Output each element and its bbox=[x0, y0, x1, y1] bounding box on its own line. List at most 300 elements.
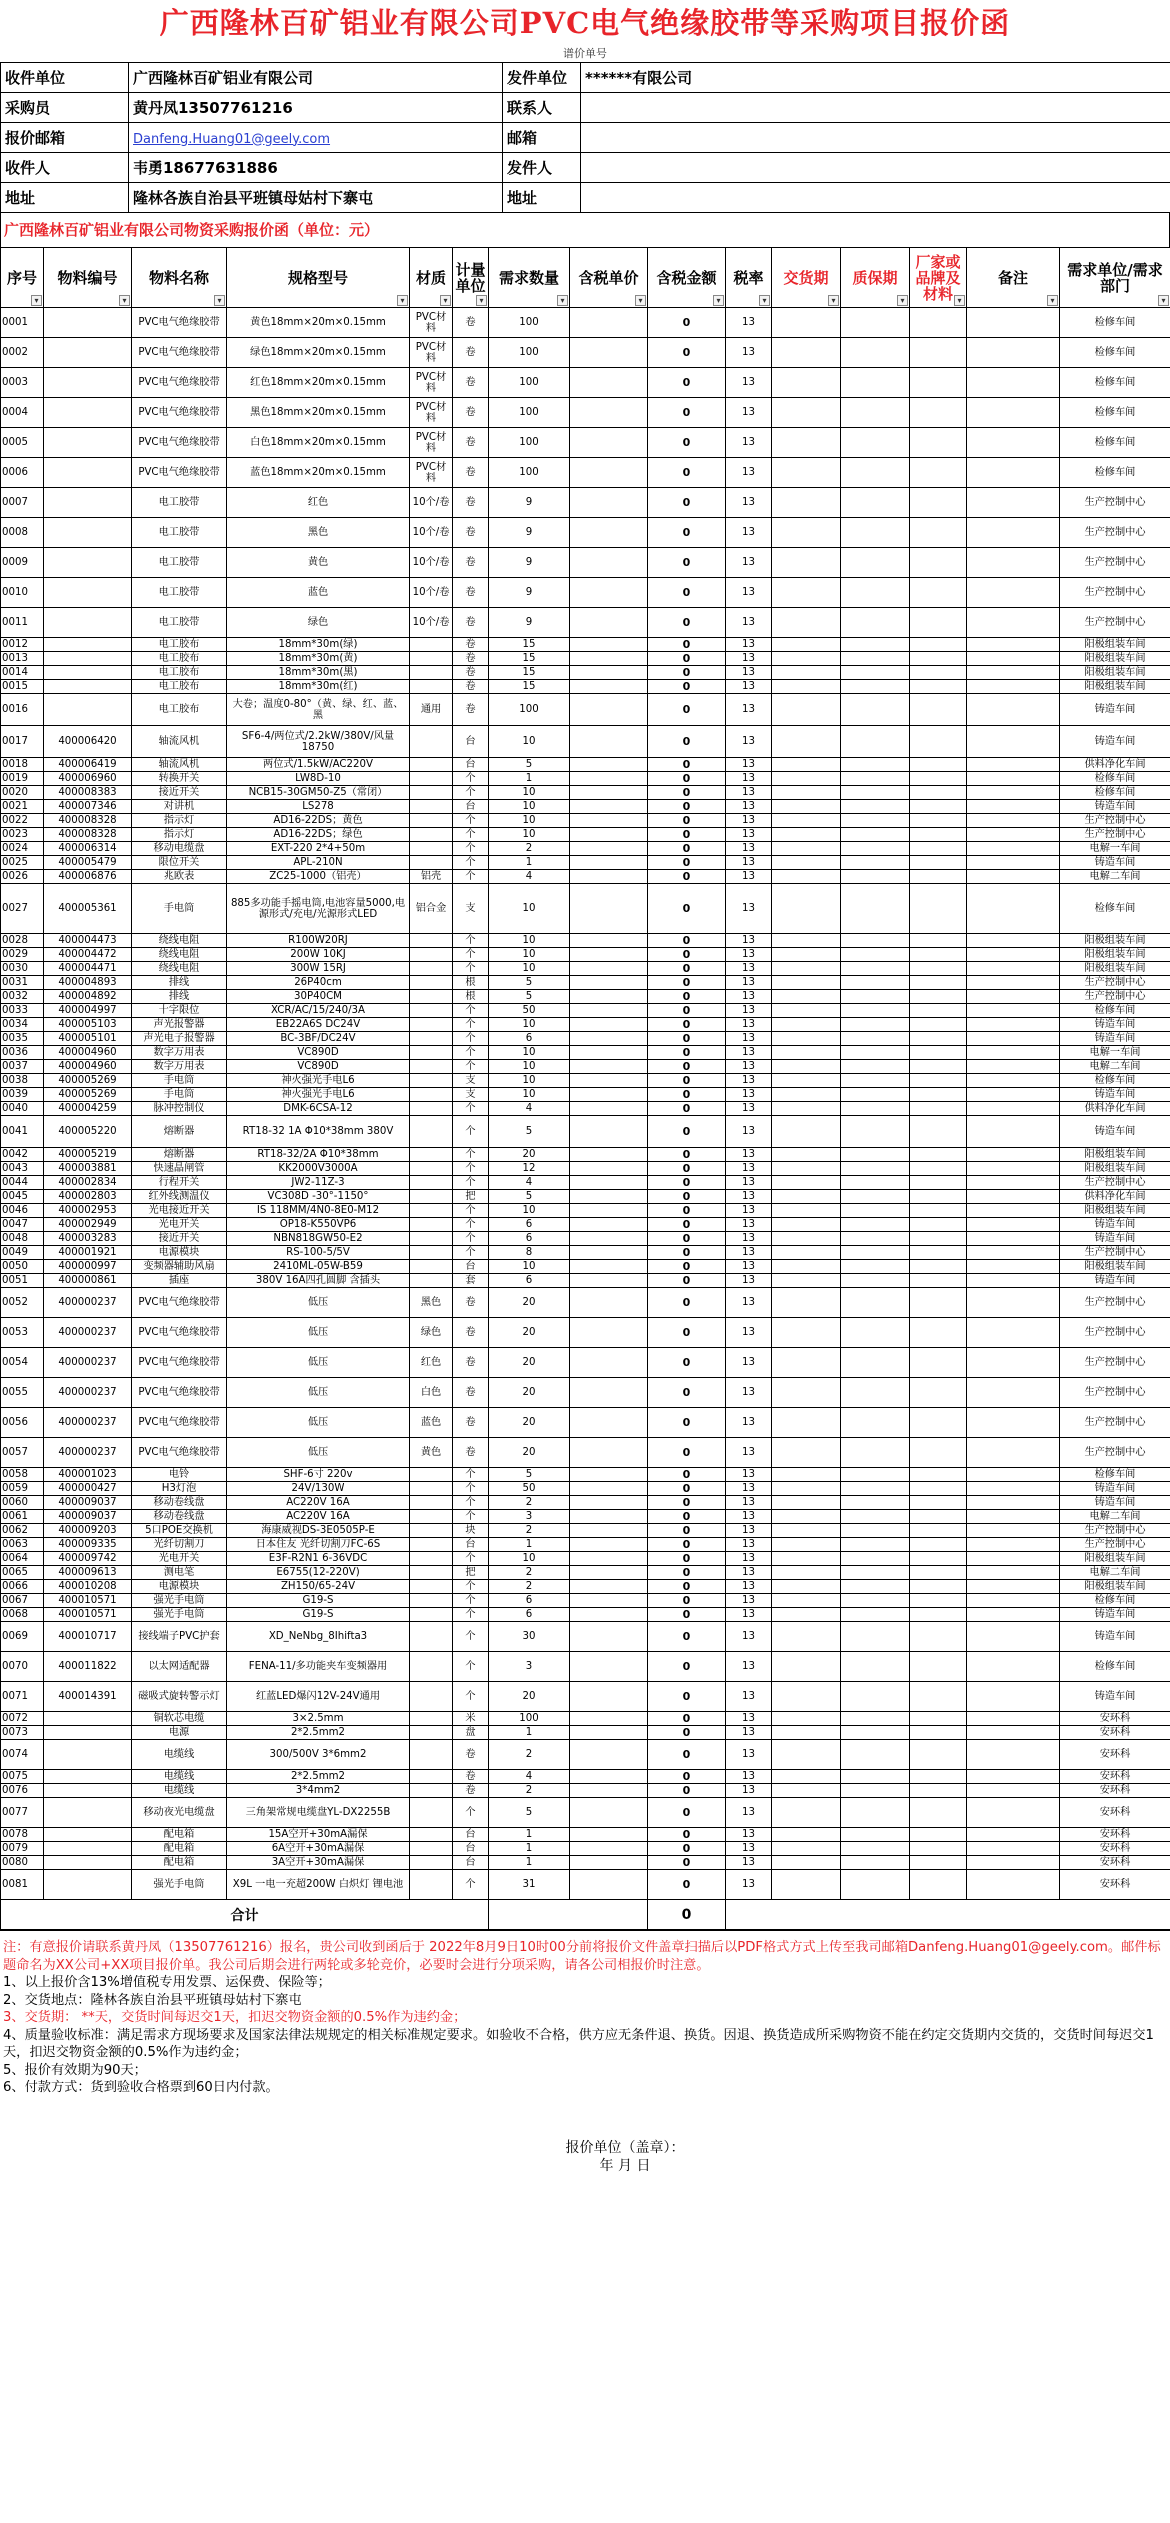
table-cell[interactable] bbox=[841, 308, 910, 338]
table-cell[interactable] bbox=[772, 548, 841, 578]
filter-dropdown-icon[interactable]: ▾ bbox=[828, 295, 839, 306]
column-header[interactable]: 材质 ▾ bbox=[410, 248, 453, 308]
table-cell[interactable] bbox=[967, 1726, 1060, 1740]
table-cell[interactable] bbox=[772, 1288, 841, 1318]
table-cell[interactable] bbox=[772, 1524, 841, 1538]
table-cell[interactable] bbox=[910, 1018, 967, 1032]
column-header[interactable]: 物料名称 ▾ bbox=[132, 248, 227, 308]
table-cell[interactable] bbox=[772, 1046, 841, 1060]
table-cell[interactable] bbox=[841, 962, 910, 976]
table-cell[interactable] bbox=[967, 428, 1060, 458]
table-cell[interactable] bbox=[570, 1148, 648, 1162]
table-cell[interactable] bbox=[967, 638, 1060, 652]
table-cell[interactable] bbox=[570, 1580, 648, 1594]
table-cell[interactable] bbox=[570, 1770, 648, 1784]
table-cell[interactable] bbox=[910, 1468, 967, 1482]
table-cell[interactable] bbox=[910, 1438, 967, 1468]
table-cell[interactable] bbox=[967, 990, 1060, 1004]
table-cell[interactable] bbox=[570, 990, 648, 1004]
table-cell[interactable] bbox=[772, 398, 841, 428]
table-cell[interactable] bbox=[967, 1348, 1060, 1378]
table-cell[interactable] bbox=[910, 1798, 967, 1828]
table-cell[interactable] bbox=[910, 1260, 967, 1274]
table-cell[interactable] bbox=[570, 758, 648, 772]
table-cell[interactable] bbox=[570, 1740, 648, 1770]
table-cell[interactable] bbox=[910, 398, 967, 428]
table-cell[interactable] bbox=[910, 368, 967, 398]
table-cell[interactable] bbox=[570, 1318, 648, 1348]
table-cell[interactable] bbox=[841, 1712, 910, 1726]
table-cell[interactable] bbox=[841, 1652, 910, 1682]
filter-dropdown-icon[interactable]: ▾ bbox=[119, 295, 130, 306]
table-cell[interactable] bbox=[570, 1074, 648, 1088]
table-cell[interactable] bbox=[967, 1148, 1060, 1162]
table-cell[interactable] bbox=[967, 1408, 1060, 1438]
table-cell[interactable] bbox=[967, 652, 1060, 666]
mail-value[interactable] bbox=[581, 123, 1170, 153]
filter-dropdown-icon[interactable]: ▾ bbox=[476, 295, 487, 306]
table-cell[interactable] bbox=[967, 1784, 1060, 1798]
table-cell[interactable] bbox=[570, 666, 648, 680]
table-cell[interactable] bbox=[772, 338, 841, 368]
filter-dropdown-icon[interactable]: ▾ bbox=[397, 295, 408, 306]
table-cell[interactable] bbox=[772, 488, 841, 518]
table-cell[interactable] bbox=[570, 828, 648, 842]
table-cell[interactable] bbox=[772, 652, 841, 666]
column-header[interactable]: 需求单位/需求部门 ▾ bbox=[1060, 248, 1170, 308]
table-cell[interactable] bbox=[841, 976, 910, 990]
column-header[interactable]: 物料编号 ▾ bbox=[44, 248, 132, 308]
filter-dropdown-icon[interactable]: ▾ bbox=[31, 295, 42, 306]
table-cell[interactable] bbox=[570, 814, 648, 828]
buyer-value[interactable]: 黄丹凤13507761216 bbox=[129, 93, 503, 123]
table-cell[interactable] bbox=[772, 666, 841, 680]
table-cell[interactable] bbox=[841, 1088, 910, 1102]
table-cell[interactable] bbox=[967, 1594, 1060, 1608]
table-cell[interactable] bbox=[910, 1088, 967, 1102]
table-cell[interactable] bbox=[910, 1608, 967, 1622]
table-cell[interactable] bbox=[841, 800, 910, 814]
receiver-value[interactable]: 广西隆林百矿铝业有限公司 bbox=[129, 63, 503, 93]
table-cell[interactable] bbox=[772, 1682, 841, 1712]
table-cell[interactable] bbox=[910, 1726, 967, 1740]
table-cell[interactable] bbox=[570, 1288, 648, 1318]
table-cell[interactable] bbox=[910, 1176, 967, 1190]
table-cell[interactable] bbox=[967, 398, 1060, 428]
column-header[interactable]: 含税单价 ▾ bbox=[570, 248, 648, 308]
table-cell[interactable] bbox=[772, 856, 841, 870]
table-cell[interactable] bbox=[772, 1218, 841, 1232]
filter-dropdown-icon[interactable]: ▾ bbox=[214, 295, 225, 306]
table-cell[interactable] bbox=[967, 308, 1060, 338]
table-cell[interactable] bbox=[841, 758, 910, 772]
table-cell[interactable] bbox=[910, 1496, 967, 1510]
table-cell[interactable] bbox=[570, 1046, 648, 1060]
table-cell[interactable] bbox=[967, 1116, 1060, 1148]
table-cell[interactable] bbox=[570, 1018, 648, 1032]
table-cell[interactable] bbox=[570, 1260, 648, 1274]
table-cell[interactable] bbox=[570, 638, 648, 652]
column-header[interactable]: 厂家或品牌及材料 ▾ bbox=[910, 248, 967, 308]
table-cell[interactable] bbox=[841, 1842, 910, 1856]
table-cell[interactable] bbox=[570, 1204, 648, 1218]
table-cell[interactable] bbox=[967, 948, 1060, 962]
table-cell[interactable] bbox=[967, 1162, 1060, 1176]
table-cell[interactable] bbox=[967, 1088, 1060, 1102]
table-cell[interactable] bbox=[910, 934, 967, 948]
table-cell[interactable] bbox=[570, 368, 648, 398]
table-cell[interactable] bbox=[570, 1102, 648, 1116]
table-cell[interactable] bbox=[772, 1538, 841, 1552]
table-cell[interactable] bbox=[570, 548, 648, 578]
table-cell[interactable] bbox=[570, 1162, 648, 1176]
table-cell[interactable] bbox=[570, 428, 648, 458]
table-cell[interactable] bbox=[772, 1496, 841, 1510]
table-cell[interactable] bbox=[910, 828, 967, 842]
table-cell[interactable] bbox=[772, 694, 841, 726]
table-cell[interactable] bbox=[841, 1798, 910, 1828]
table-cell[interactable] bbox=[841, 1176, 910, 1190]
table-cell[interactable] bbox=[570, 1232, 648, 1246]
table-cell[interactable] bbox=[910, 338, 967, 368]
table-cell[interactable] bbox=[772, 1190, 841, 1204]
table-cell[interactable] bbox=[772, 638, 841, 652]
filter-dropdown-icon[interactable]: ▾ bbox=[954, 295, 965, 306]
table-cell[interactable] bbox=[910, 870, 967, 884]
table-cell[interactable] bbox=[772, 1726, 841, 1740]
table-cell[interactable] bbox=[772, 1438, 841, 1468]
table-cell[interactable] bbox=[967, 1102, 1060, 1116]
table-cell[interactable] bbox=[570, 1378, 648, 1408]
table-cell[interactable] bbox=[910, 786, 967, 800]
table-cell[interactable] bbox=[772, 458, 841, 488]
table-cell[interactable] bbox=[910, 1288, 967, 1318]
table-cell[interactable] bbox=[841, 1468, 910, 1482]
table-cell[interactable] bbox=[967, 884, 1060, 934]
table-cell[interactable] bbox=[570, 1608, 648, 1622]
table-cell[interactable] bbox=[772, 990, 841, 1004]
table-cell[interactable] bbox=[841, 1274, 910, 1288]
table-cell[interactable] bbox=[967, 1190, 1060, 1204]
table-cell[interactable] bbox=[910, 1378, 967, 1408]
table-cell[interactable] bbox=[967, 666, 1060, 680]
table-cell[interactable] bbox=[910, 758, 967, 772]
table-cell[interactable] bbox=[772, 1784, 841, 1798]
table-cell[interactable] bbox=[967, 1510, 1060, 1524]
table-cell[interactable] bbox=[570, 800, 648, 814]
table-cell[interactable] bbox=[967, 772, 1060, 786]
table-cell[interactable] bbox=[570, 308, 648, 338]
table-cell[interactable] bbox=[570, 856, 648, 870]
table-cell[interactable] bbox=[841, 828, 910, 842]
table-cell[interactable] bbox=[841, 1288, 910, 1318]
table-cell[interactable] bbox=[967, 1712, 1060, 1726]
table-cell[interactable] bbox=[772, 1246, 841, 1260]
table-cell[interactable] bbox=[841, 428, 910, 458]
table-cell[interactable] bbox=[570, 1622, 648, 1652]
table-cell[interactable] bbox=[772, 1260, 841, 1274]
table-cell[interactable] bbox=[910, 1524, 967, 1538]
column-header[interactable]: 备注 ▾ bbox=[967, 248, 1060, 308]
table-cell[interactable] bbox=[570, 1828, 648, 1842]
table-cell[interactable] bbox=[772, 680, 841, 694]
table-cell[interactable] bbox=[570, 1004, 648, 1018]
table-cell[interactable] bbox=[841, 934, 910, 948]
table-cell[interactable] bbox=[841, 1740, 910, 1770]
table-cell[interactable] bbox=[570, 652, 648, 666]
table-cell[interactable] bbox=[841, 884, 910, 934]
table-cell[interactable] bbox=[841, 1552, 910, 1566]
table-cell[interactable] bbox=[967, 1004, 1060, 1018]
table-cell[interactable] bbox=[910, 548, 967, 578]
table-cell[interactable] bbox=[841, 1162, 910, 1176]
table-cell[interactable] bbox=[772, 1116, 841, 1148]
contact-value[interactable] bbox=[581, 93, 1170, 123]
table-cell[interactable] bbox=[841, 870, 910, 884]
table-cell[interactable] bbox=[772, 786, 841, 800]
table-cell[interactable] bbox=[910, 1580, 967, 1594]
table-cell[interactable] bbox=[910, 1348, 967, 1378]
table-cell[interactable] bbox=[910, 1162, 967, 1176]
table-cell[interactable] bbox=[967, 458, 1060, 488]
table-cell[interactable] bbox=[570, 1060, 648, 1074]
table-cell[interactable] bbox=[570, 1176, 648, 1190]
table-cell[interactable] bbox=[967, 1552, 1060, 1566]
column-header[interactable]: 税率 ▾ bbox=[726, 248, 772, 308]
table-cell[interactable] bbox=[910, 428, 967, 458]
recipient-value[interactable]: 韦勇18677631886 bbox=[129, 153, 503, 183]
table-cell[interactable] bbox=[910, 694, 967, 726]
table-cell[interactable] bbox=[910, 726, 967, 758]
table-cell[interactable] bbox=[910, 666, 967, 680]
table-cell[interactable] bbox=[570, 398, 648, 428]
table-cell[interactable] bbox=[910, 814, 967, 828]
filter-dropdown-icon[interactable]: ▾ bbox=[897, 295, 908, 306]
table-cell[interactable] bbox=[841, 1524, 910, 1538]
table-cell[interactable] bbox=[967, 1482, 1060, 1496]
table-cell[interactable] bbox=[570, 948, 648, 962]
table-cell[interactable] bbox=[967, 1176, 1060, 1190]
table-cell[interactable] bbox=[910, 1856, 967, 1870]
table-cell[interactable] bbox=[967, 1288, 1060, 1318]
column-header[interactable]: 规格型号 ▾ bbox=[227, 248, 410, 308]
table-cell[interactable] bbox=[841, 1828, 910, 1842]
address2-value[interactable] bbox=[581, 183, 1170, 213]
table-cell[interactable] bbox=[910, 1552, 967, 1566]
table-cell[interactable] bbox=[967, 338, 1060, 368]
sender-value[interactable] bbox=[581, 153, 1170, 183]
table-cell[interactable] bbox=[570, 1088, 648, 1102]
table-cell[interactable] bbox=[772, 518, 841, 548]
table-cell[interactable] bbox=[772, 1378, 841, 1408]
table-cell[interactable] bbox=[772, 1408, 841, 1438]
table-cell[interactable] bbox=[967, 1870, 1060, 1900]
table-cell[interactable] bbox=[910, 1770, 967, 1784]
table-cell[interactable] bbox=[967, 1770, 1060, 1784]
column-header[interactable]: 计量单位 ▾ bbox=[453, 248, 489, 308]
table-cell[interactable] bbox=[967, 856, 1060, 870]
table-cell[interactable] bbox=[967, 1496, 1060, 1510]
filter-dropdown-icon[interactable]: ▾ bbox=[440, 295, 451, 306]
filter-dropdown-icon[interactable]: ▾ bbox=[1047, 295, 1058, 306]
table-cell[interactable] bbox=[967, 1652, 1060, 1682]
table-cell[interactable] bbox=[570, 1190, 648, 1204]
table-cell[interactable] bbox=[841, 1060, 910, 1074]
table-cell[interactable] bbox=[841, 1784, 910, 1798]
table-cell[interactable] bbox=[841, 1046, 910, 1060]
table-cell[interactable] bbox=[910, 948, 967, 962]
table-cell[interactable] bbox=[841, 1074, 910, 1088]
table-cell[interactable] bbox=[967, 1856, 1060, 1870]
table-cell[interactable] bbox=[910, 800, 967, 814]
table-cell[interactable] bbox=[841, 1190, 910, 1204]
table-cell[interactable] bbox=[570, 1438, 648, 1468]
table-cell[interactable] bbox=[570, 1482, 648, 1496]
table-cell[interactable] bbox=[570, 1798, 648, 1828]
table-cell[interactable] bbox=[910, 842, 967, 856]
table-cell[interactable] bbox=[841, 1682, 910, 1712]
table-cell[interactable] bbox=[910, 1274, 967, 1288]
table-cell[interactable] bbox=[910, 1060, 967, 1074]
table-cell[interactable] bbox=[910, 1870, 967, 1900]
table-cell[interactable] bbox=[967, 1232, 1060, 1246]
table-cell[interactable] bbox=[570, 1116, 648, 1148]
table-cell[interactable] bbox=[841, 990, 910, 1004]
table-cell[interactable] bbox=[967, 842, 1060, 856]
table-cell[interactable] bbox=[967, 1524, 1060, 1538]
table-cell[interactable] bbox=[772, 1712, 841, 1726]
table-cell[interactable] bbox=[772, 1828, 841, 1842]
table-cell[interactable] bbox=[910, 1116, 967, 1148]
column-header[interactable]: 质保期 ▾ bbox=[841, 248, 910, 308]
filter-dropdown-icon[interactable]: ▾ bbox=[759, 295, 770, 306]
table-cell[interactable] bbox=[772, 1274, 841, 1288]
table-cell[interactable] bbox=[772, 1102, 841, 1116]
table-cell[interactable] bbox=[570, 1566, 648, 1580]
table-cell[interactable] bbox=[570, 1682, 648, 1712]
table-cell[interactable] bbox=[841, 1510, 910, 1524]
table-cell[interactable] bbox=[841, 1018, 910, 1032]
table-cell[interactable] bbox=[967, 1074, 1060, 1088]
table-cell[interactable] bbox=[772, 608, 841, 638]
table-cell[interactable] bbox=[570, 1246, 648, 1260]
table-cell[interactable] bbox=[570, 1218, 648, 1232]
table-cell[interactable] bbox=[570, 338, 648, 368]
table-cell[interactable] bbox=[967, 1260, 1060, 1274]
table-cell[interactable] bbox=[910, 1682, 967, 1712]
table-cell[interactable] bbox=[570, 1408, 648, 1438]
table-cell[interactable] bbox=[967, 1046, 1060, 1060]
table-cell[interactable] bbox=[772, 1566, 841, 1580]
table-cell[interactable] bbox=[967, 814, 1060, 828]
column-header[interactable]: 序号 ▾ bbox=[1, 248, 44, 308]
table-cell[interactable] bbox=[910, 608, 967, 638]
table-cell[interactable] bbox=[570, 1538, 648, 1552]
table-cell[interactable] bbox=[841, 368, 910, 398]
table-cell[interactable] bbox=[967, 1318, 1060, 1348]
table-cell[interactable] bbox=[967, 1682, 1060, 1712]
table-cell[interactable] bbox=[841, 1438, 910, 1468]
table-cell[interactable] bbox=[570, 518, 648, 548]
table-cell[interactable] bbox=[967, 870, 1060, 884]
table-cell[interactable] bbox=[772, 1348, 841, 1378]
table-cell[interactable] bbox=[570, 884, 648, 934]
table-cell[interactable] bbox=[910, 518, 967, 548]
table-cell[interactable] bbox=[910, 1740, 967, 1770]
table-cell[interactable] bbox=[967, 828, 1060, 842]
table-cell[interactable] bbox=[841, 652, 910, 666]
table-cell[interactable] bbox=[772, 1004, 841, 1018]
table-cell[interactable] bbox=[570, 726, 648, 758]
table-cell[interactable] bbox=[910, 1482, 967, 1496]
table-cell[interactable] bbox=[967, 1246, 1060, 1260]
table-cell[interactable] bbox=[910, 1232, 967, 1246]
table-cell[interactable] bbox=[910, 1652, 967, 1682]
table-cell[interactable] bbox=[910, 1032, 967, 1046]
table-cell[interactable] bbox=[570, 488, 648, 518]
table-cell[interactable] bbox=[772, 1798, 841, 1828]
table-cell[interactable] bbox=[772, 1580, 841, 1594]
table-cell[interactable] bbox=[570, 962, 648, 976]
table-cell[interactable] bbox=[772, 1032, 841, 1046]
table-cell[interactable] bbox=[841, 1102, 910, 1116]
table-cell[interactable] bbox=[841, 842, 910, 856]
table-cell[interactable] bbox=[910, 308, 967, 338]
table-cell[interactable] bbox=[967, 786, 1060, 800]
table-cell[interactable] bbox=[772, 428, 841, 458]
table-cell[interactable] bbox=[772, 884, 841, 934]
filter-dropdown-icon[interactable]: ▾ bbox=[713, 295, 724, 306]
table-cell[interactable] bbox=[841, 1148, 910, 1162]
table-cell[interactable] bbox=[772, 1856, 841, 1870]
table-cell[interactable] bbox=[910, 1246, 967, 1260]
table-cell[interactable] bbox=[967, 1060, 1060, 1074]
table-cell[interactable] bbox=[841, 1870, 910, 1900]
table-cell[interactable] bbox=[841, 948, 910, 962]
table-cell[interactable] bbox=[772, 1740, 841, 1770]
address-value[interactable]: 隆林各族自治县平班镇母姑村下寨屯 bbox=[129, 183, 503, 213]
table-cell[interactable] bbox=[910, 1712, 967, 1726]
table-cell[interactable] bbox=[910, 962, 967, 976]
table-cell[interactable] bbox=[772, 870, 841, 884]
table-cell[interactable] bbox=[772, 1162, 841, 1176]
filter-dropdown-icon[interactable]: ▾ bbox=[1158, 295, 1169, 306]
table-cell[interactable] bbox=[772, 934, 841, 948]
column-header[interactable]: 含税金额 ▾ bbox=[648, 248, 726, 308]
table-cell[interactable] bbox=[967, 1608, 1060, 1622]
table-cell[interactable] bbox=[967, 1468, 1060, 1482]
table-cell[interactable] bbox=[910, 1594, 967, 1608]
table-cell[interactable] bbox=[910, 976, 967, 990]
table-cell[interactable] bbox=[910, 1148, 967, 1162]
table-cell[interactable] bbox=[910, 680, 967, 694]
table-cell[interactable] bbox=[841, 1318, 910, 1348]
table-cell[interactable] bbox=[910, 856, 967, 870]
table-cell[interactable] bbox=[772, 578, 841, 608]
table-cell[interactable] bbox=[772, 368, 841, 398]
table-cell[interactable] bbox=[772, 1552, 841, 1566]
table-cell[interactable] bbox=[570, 680, 648, 694]
table-cell[interactable] bbox=[570, 786, 648, 800]
table-cell[interactable] bbox=[772, 772, 841, 786]
table-cell[interactable] bbox=[570, 1468, 648, 1482]
table-cell[interactable] bbox=[841, 1246, 910, 1260]
table-cell[interactable] bbox=[967, 608, 1060, 638]
table-cell[interactable] bbox=[570, 1552, 648, 1566]
table-cell[interactable] bbox=[841, 1580, 910, 1594]
table-cell[interactable] bbox=[910, 772, 967, 786]
table-cell[interactable] bbox=[967, 518, 1060, 548]
